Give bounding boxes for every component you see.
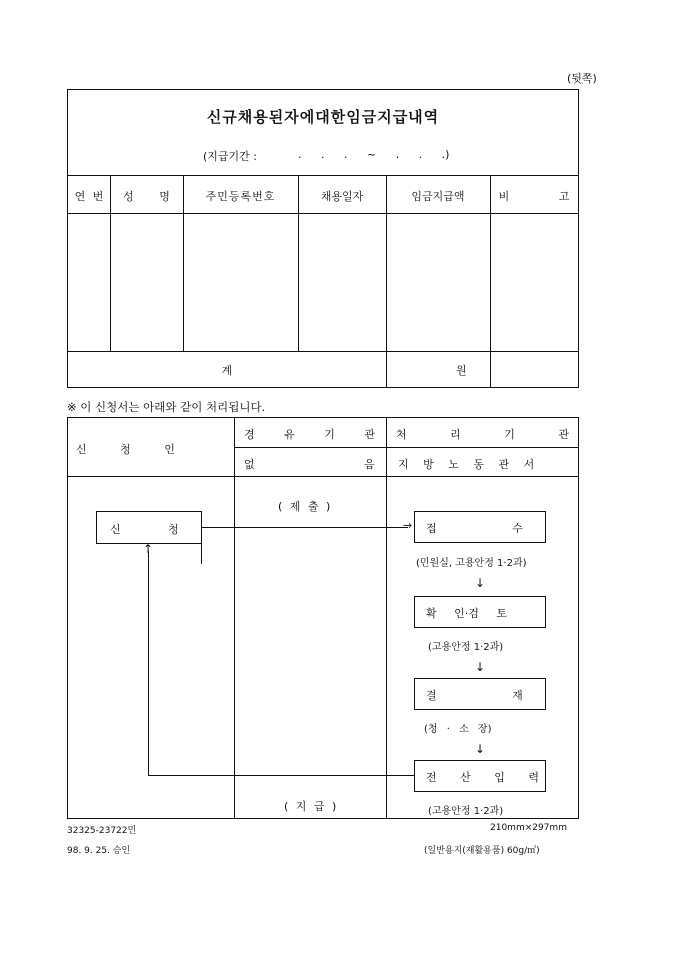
total-label: 계 [221, 364, 233, 377]
processing-agency-label: 처 리 기 관 [396, 428, 569, 441]
form-code: 32325-23722민 [67, 826, 137, 836]
applicant-label: 신 청 인 [76, 443, 175, 456]
header-remarks: 비 고 [498, 190, 570, 203]
table-title: 신규채용된자에대한임금지급내역 [206, 108, 440, 126]
arrow-down-icon: ↓ [475, 742, 486, 756]
header-name: 성 명 [123, 190, 170, 203]
arrow-up-icon: ↑ [143, 542, 154, 556]
header-serial: 연 번 [74, 190, 104, 203]
pay-label: ( 지 급 ) [284, 800, 337, 813]
header-resident-number: 주민등록번호 [205, 190, 276, 203]
period-label: (지급기간 : [203, 150, 257, 163]
approval-date: 98. 9. 25. 승인 [67, 846, 131, 856]
receive-sub: (민원실, 고용안정 1·2과) [416, 558, 527, 569]
review-sub: (고용안정 1·2과) [428, 642, 504, 653]
labor-office-label: 지 방 노 동 관 서 [398, 458, 535, 471]
paper-type: (일반용지(재활용품) 60g/㎡) [424, 846, 540, 856]
input-sub: (고용안정 1·2과) [428, 806, 504, 817]
arrow-down-icon: ↓ [475, 576, 486, 590]
header-hire-date: 채용일자 [320, 190, 364, 203]
via-agency-label: 경 유 기 관 [244, 428, 375, 441]
page-side-label: (뒷쪽) [567, 72, 597, 85]
submit-label: ( 제 출 ) [278, 500, 331, 513]
processing-note: ※ 이 신청서는 아래와 같이 처리됩니다. [67, 400, 266, 414]
period-dates: . . . ~ . . .) [298, 148, 450, 161]
approve-sub: (청 · 소 장) [424, 724, 492, 735]
paper-size: 210mm×297mm [490, 823, 567, 833]
header-wage-amount: 임금지급액 [411, 190, 465, 203]
processing-flow-table [67, 417, 579, 819]
review-label: 확 인·검 토 [426, 607, 507, 620]
apply-label: 신 청 [110, 523, 179, 536]
receive-label: 접 수 [426, 522, 523, 535]
via-none-label: 없 음 [244, 458, 375, 471]
currency-label: 원 [456, 364, 467, 377]
arrow-down-icon: ↓ [475, 660, 486, 674]
input-label: 전 산 입 력 [426, 771, 539, 784]
arrow-right-icon: → [403, 519, 413, 532]
wage-payment-table [67, 89, 579, 388]
approve-label: 결 재 [426, 689, 523, 702]
